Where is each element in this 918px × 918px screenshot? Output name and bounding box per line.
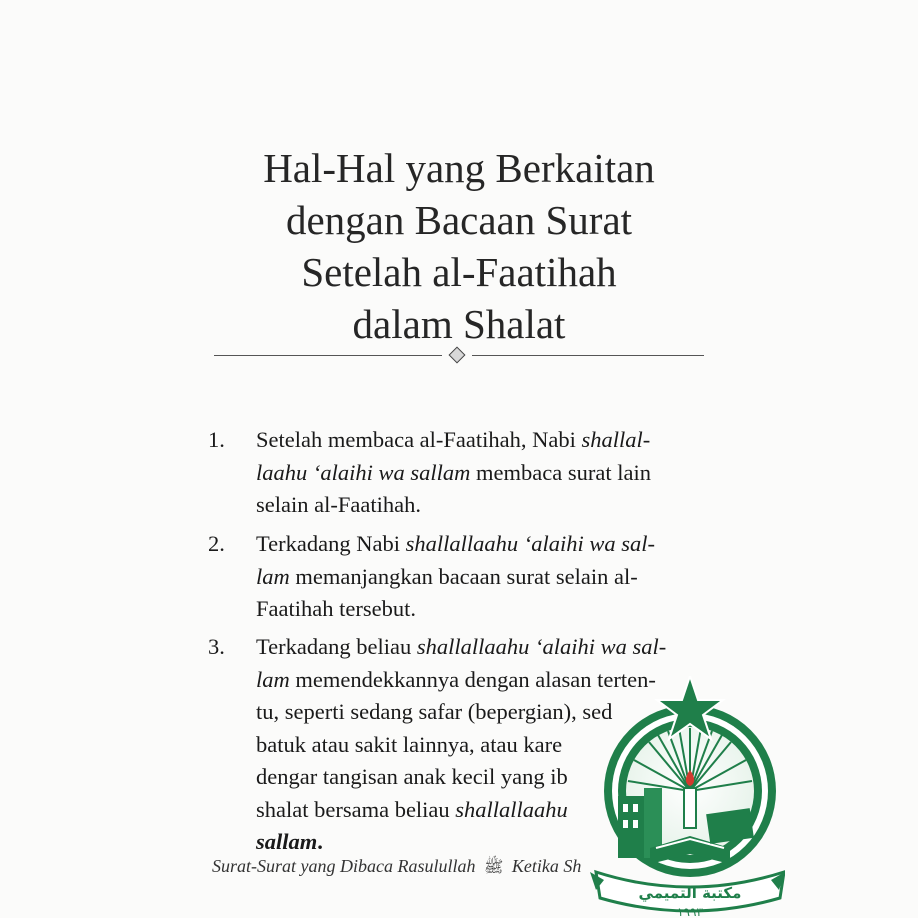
item-number: 2. — [208, 531, 225, 556]
running-footer — [212, 856, 581, 880]
chapter-title — [180, 142, 738, 350]
item-text: Terkadang beliau shallallaahu ‘alaihi wa sal- lam memendekkannya dengan alasan terten- tu, seperti sedang safar (bepergian), sed batuk atau sakit lainnya, atau kare dengar tangisan anak kecil yang ib shalat bersama beliau shallallaahu sallam. — [256, 634, 667, 854]
emblem-arabic-name: مكتبة التميمي — [638, 884, 742, 902]
emblem-year: ١٩٩٣ — [677, 905, 703, 918]
title-line-2: dengan Bacaan Surat — [285, 197, 633, 243]
item-text: Setelah membaca al-Faatihah, Nabi shallal- laahu ‘alaihi wa sallam membaca surat lain selain al-Faatihah. — [256, 427, 651, 517]
ornamental-divider — [214, 346, 704, 366]
honorific-glyph: ﷺ — [484, 859, 504, 876]
title-line-1: Hal-Hal yang Berkaitan — [263, 145, 655, 191]
footer-text-end: Ketika Sh — [511, 856, 582, 876]
list-item — [208, 528, 655, 626]
divider-line-left — [214, 355, 442, 356]
item-text: Terkadang Nabi shallallaahu ‘alaihi wa sal- lam memanjangkan bacaan surat selain al- Faatihah tersebut. — [256, 531, 656, 621]
divider-line-right — [472, 355, 704, 356]
list-item — [208, 424, 651, 522]
title-line-3: Setelah al-Faatihah — [301, 249, 617, 295]
library-emblem-icon — [590, 676, 785, 918]
diamond-ornament-icon — [449, 347, 466, 364]
item-number: 3. — [208, 634, 225, 659]
title-line-4: dalam Shalat — [352, 301, 566, 347]
footer-text: Surat-Surat yang Dibaca Rasulullah — [212, 856, 476, 876]
item-number: 1. — [208, 427, 225, 452]
